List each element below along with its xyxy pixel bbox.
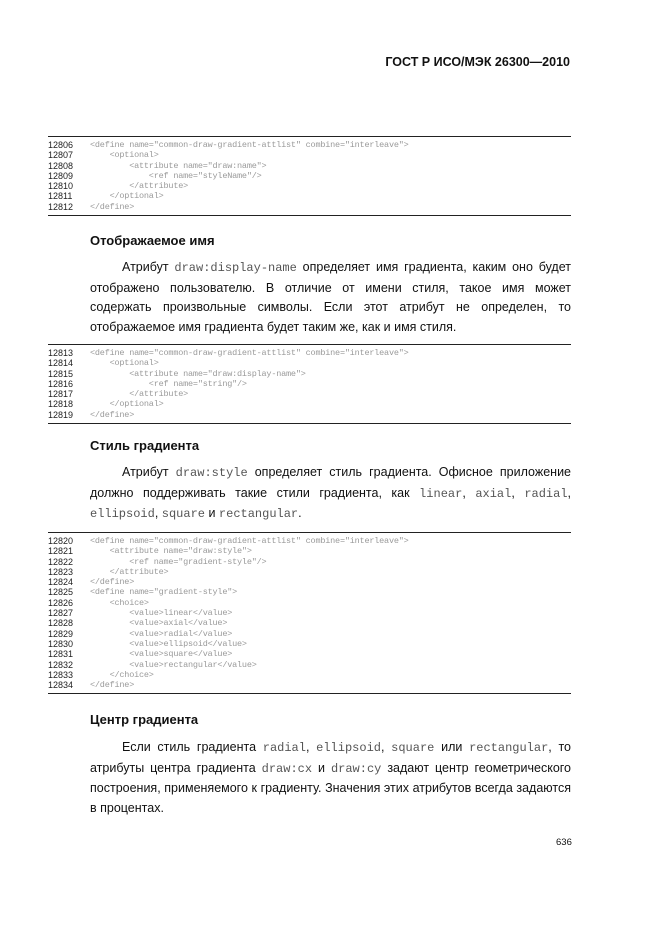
line-number: 12821 [48,546,74,557]
code-text: </define> [90,409,135,420]
line-number: 12834 [48,680,74,691]
paragraph-gradient-center [90,738,571,818]
paragraph-text: , [511,485,525,500]
paragraph-text: Атрибут [122,260,175,274]
inline-code: square [161,507,205,521]
code-text: <define name="common-draw-gradient-attlist" combine="interleave"> [90,140,409,150]
code-line [48,161,571,171]
code-block-1 [48,136,571,216]
code-line [48,191,571,201]
document-header: ГОСТ Р ИСО/МЭК 26300—2010 [385,55,570,69]
line-number: 12828 [48,618,74,629]
inline-code: axial [475,486,512,501]
code-block-3 [48,532,571,694]
code-line [48,140,571,150]
line-number: 12816 [48,378,74,389]
inline-code: draw:style [175,466,248,480]
code-line [48,399,571,409]
line-number: 12813 [48,348,74,358]
inline-code: draw:cx [261,761,313,776]
paragraph-text: , [462,485,476,500]
inline-code: linear [419,486,463,501]
code-text: <define name="gradient-style"> [90,587,238,598]
line-number: 12809 [48,170,74,181]
code-text: <value>linear</value> [90,608,233,619]
line-number: 12825 [48,587,74,598]
line-number: 12833 [48,669,74,680]
line-number: 12806 [48,140,74,150]
code-line [48,410,571,420]
code-line [48,608,571,618]
code-text: <value>square</value> [90,649,233,660]
line-number: 12814 [48,358,74,369]
line-number: 12811 [48,191,73,202]
paragraph-text: , [567,485,572,500]
line-number: 12817 [48,389,74,400]
line-number: 12807 [48,150,74,161]
inline-code: draw:cy [330,761,382,776]
code-text: <ref name="styleName"/> [90,170,262,181]
line-number: 12820 [48,536,74,546]
paragraph-gradient-style [90,463,571,525]
code-text: <attribute name="draw:name"> [90,160,267,171]
paragraph-text: Атрибут [122,465,176,479]
code-line [48,369,571,379]
line-number: 12823 [48,566,74,577]
paragraph-text: . [298,506,302,520]
code-line [48,536,571,546]
paragraph-text: , то атрибуты центра градиента [90,740,571,775]
code-text: <ref name="string"/> [90,378,247,389]
code-text: <attribute name="draw:display-name"> [90,368,306,379]
code-text: <optional> [90,358,159,369]
code-text: </optional> [90,191,164,202]
line-number: 12810 [48,181,74,192]
code-block-2 [48,344,571,424]
page-number: 636 [556,837,572,848]
line-number: 12827 [48,608,74,619]
code-line [48,587,571,597]
line-number: 12824 [48,577,74,588]
code-text: </attribute> [90,181,189,192]
code-text: <ref name="gradient-style"/> [90,556,267,567]
code-line [48,598,571,608]
code-text: <choice> [90,597,149,608]
paragraph-text: , [305,740,317,754]
code-line [48,202,571,212]
code-line [48,348,571,358]
code-text: </attribute> [90,566,169,577]
line-number: 12832 [48,659,74,670]
line-number: 12831 [48,649,74,660]
code-line [48,567,571,577]
inline-code: ellipsoid [90,507,155,521]
code-text: <define name="common-draw-gradient-attlist" combine="interleave"> [90,536,409,546]
paragraph-text: и [204,506,219,520]
line-number: 12830 [48,638,74,649]
paragraph-text: задают центр геометрического построения, применяемого к градиенту. Значения этих атрибутов всегда задаются в процентах. [90,760,572,815]
paragraph-text: определяет имя градиента, каким оно будет отображено пользователю. В отличие от имени стиля, такое имя может содержать произвольные символы. Если этот атрибут не определен, то отображаемое имя градиента будет таким же, как и имя стиля. [90,260,571,334]
code-line [48,389,571,399]
code-text: <value>rectangular</value> [90,659,257,670]
line-number: 12808 [48,160,74,171]
code-text: </optional> [90,399,164,410]
section-heading-gradient-style: Стиль градиента [90,438,200,453]
code-text: </define> [90,577,135,588]
inline-code: radial [262,741,306,755]
code-line [48,680,571,690]
code-line [48,649,571,659]
code-line [48,629,571,639]
code-line [48,181,571,191]
inline-code: ellipsoid [316,741,381,755]
line-number: 12829 [48,628,74,639]
inline-code: square [391,741,435,755]
inline-code: rectangular [218,507,299,521]
line-number: 12826 [48,597,74,608]
paragraph-text: Если стиль градиента [122,740,263,754]
paragraph-text: , [380,740,392,754]
paragraph-text: , [154,506,162,520]
code-line [48,639,571,649]
code-text: <define name="common-draw-gradient-attlist" combine="interleave"> [90,348,409,358]
code-line [48,379,571,389]
code-line [48,670,571,680]
code-line [48,618,571,628]
code-text: </attribute> [90,389,189,400]
paragraph-text: и [312,760,331,775]
line-number: 12822 [48,556,74,567]
section-heading-gradient-center: Центр градиента [90,712,199,727]
inline-code: rectangular [469,741,549,755]
inline-code: draw:display-name [174,261,297,275]
code-text: </define> [90,680,135,691]
code-text: <value>radial</value> [90,628,233,639]
code-line [48,358,571,368]
code-line [48,557,571,567]
code-line [48,150,571,160]
code-line [48,660,571,670]
code-text: <attribute name="draw:style"> [90,546,252,557]
code-text: <value>ellipsoid</value> [90,638,247,649]
code-line [48,546,571,556]
paragraph-display-name [90,258,571,337]
paragraph-text: или [434,740,470,754]
code-line [48,577,571,587]
code-text: <value>axial</value> [90,618,228,629]
section-heading-display-name: Отображаемое имя [90,233,215,248]
paragraph-text: определяет стиль градиента. Офисное приложение должно поддерживать такие стили градиента, как [90,465,571,500]
code-text: <optional> [90,150,159,161]
code-text: </define> [90,201,135,212]
code-text: </choice> [90,669,154,680]
line-number: 12815 [48,368,74,379]
line-number: 12812 [48,201,74,212]
code-line [48,171,571,181]
line-number: 12819 [48,409,74,420]
inline-code: radial [524,486,568,501]
line-number: 12818 [48,399,74,410]
